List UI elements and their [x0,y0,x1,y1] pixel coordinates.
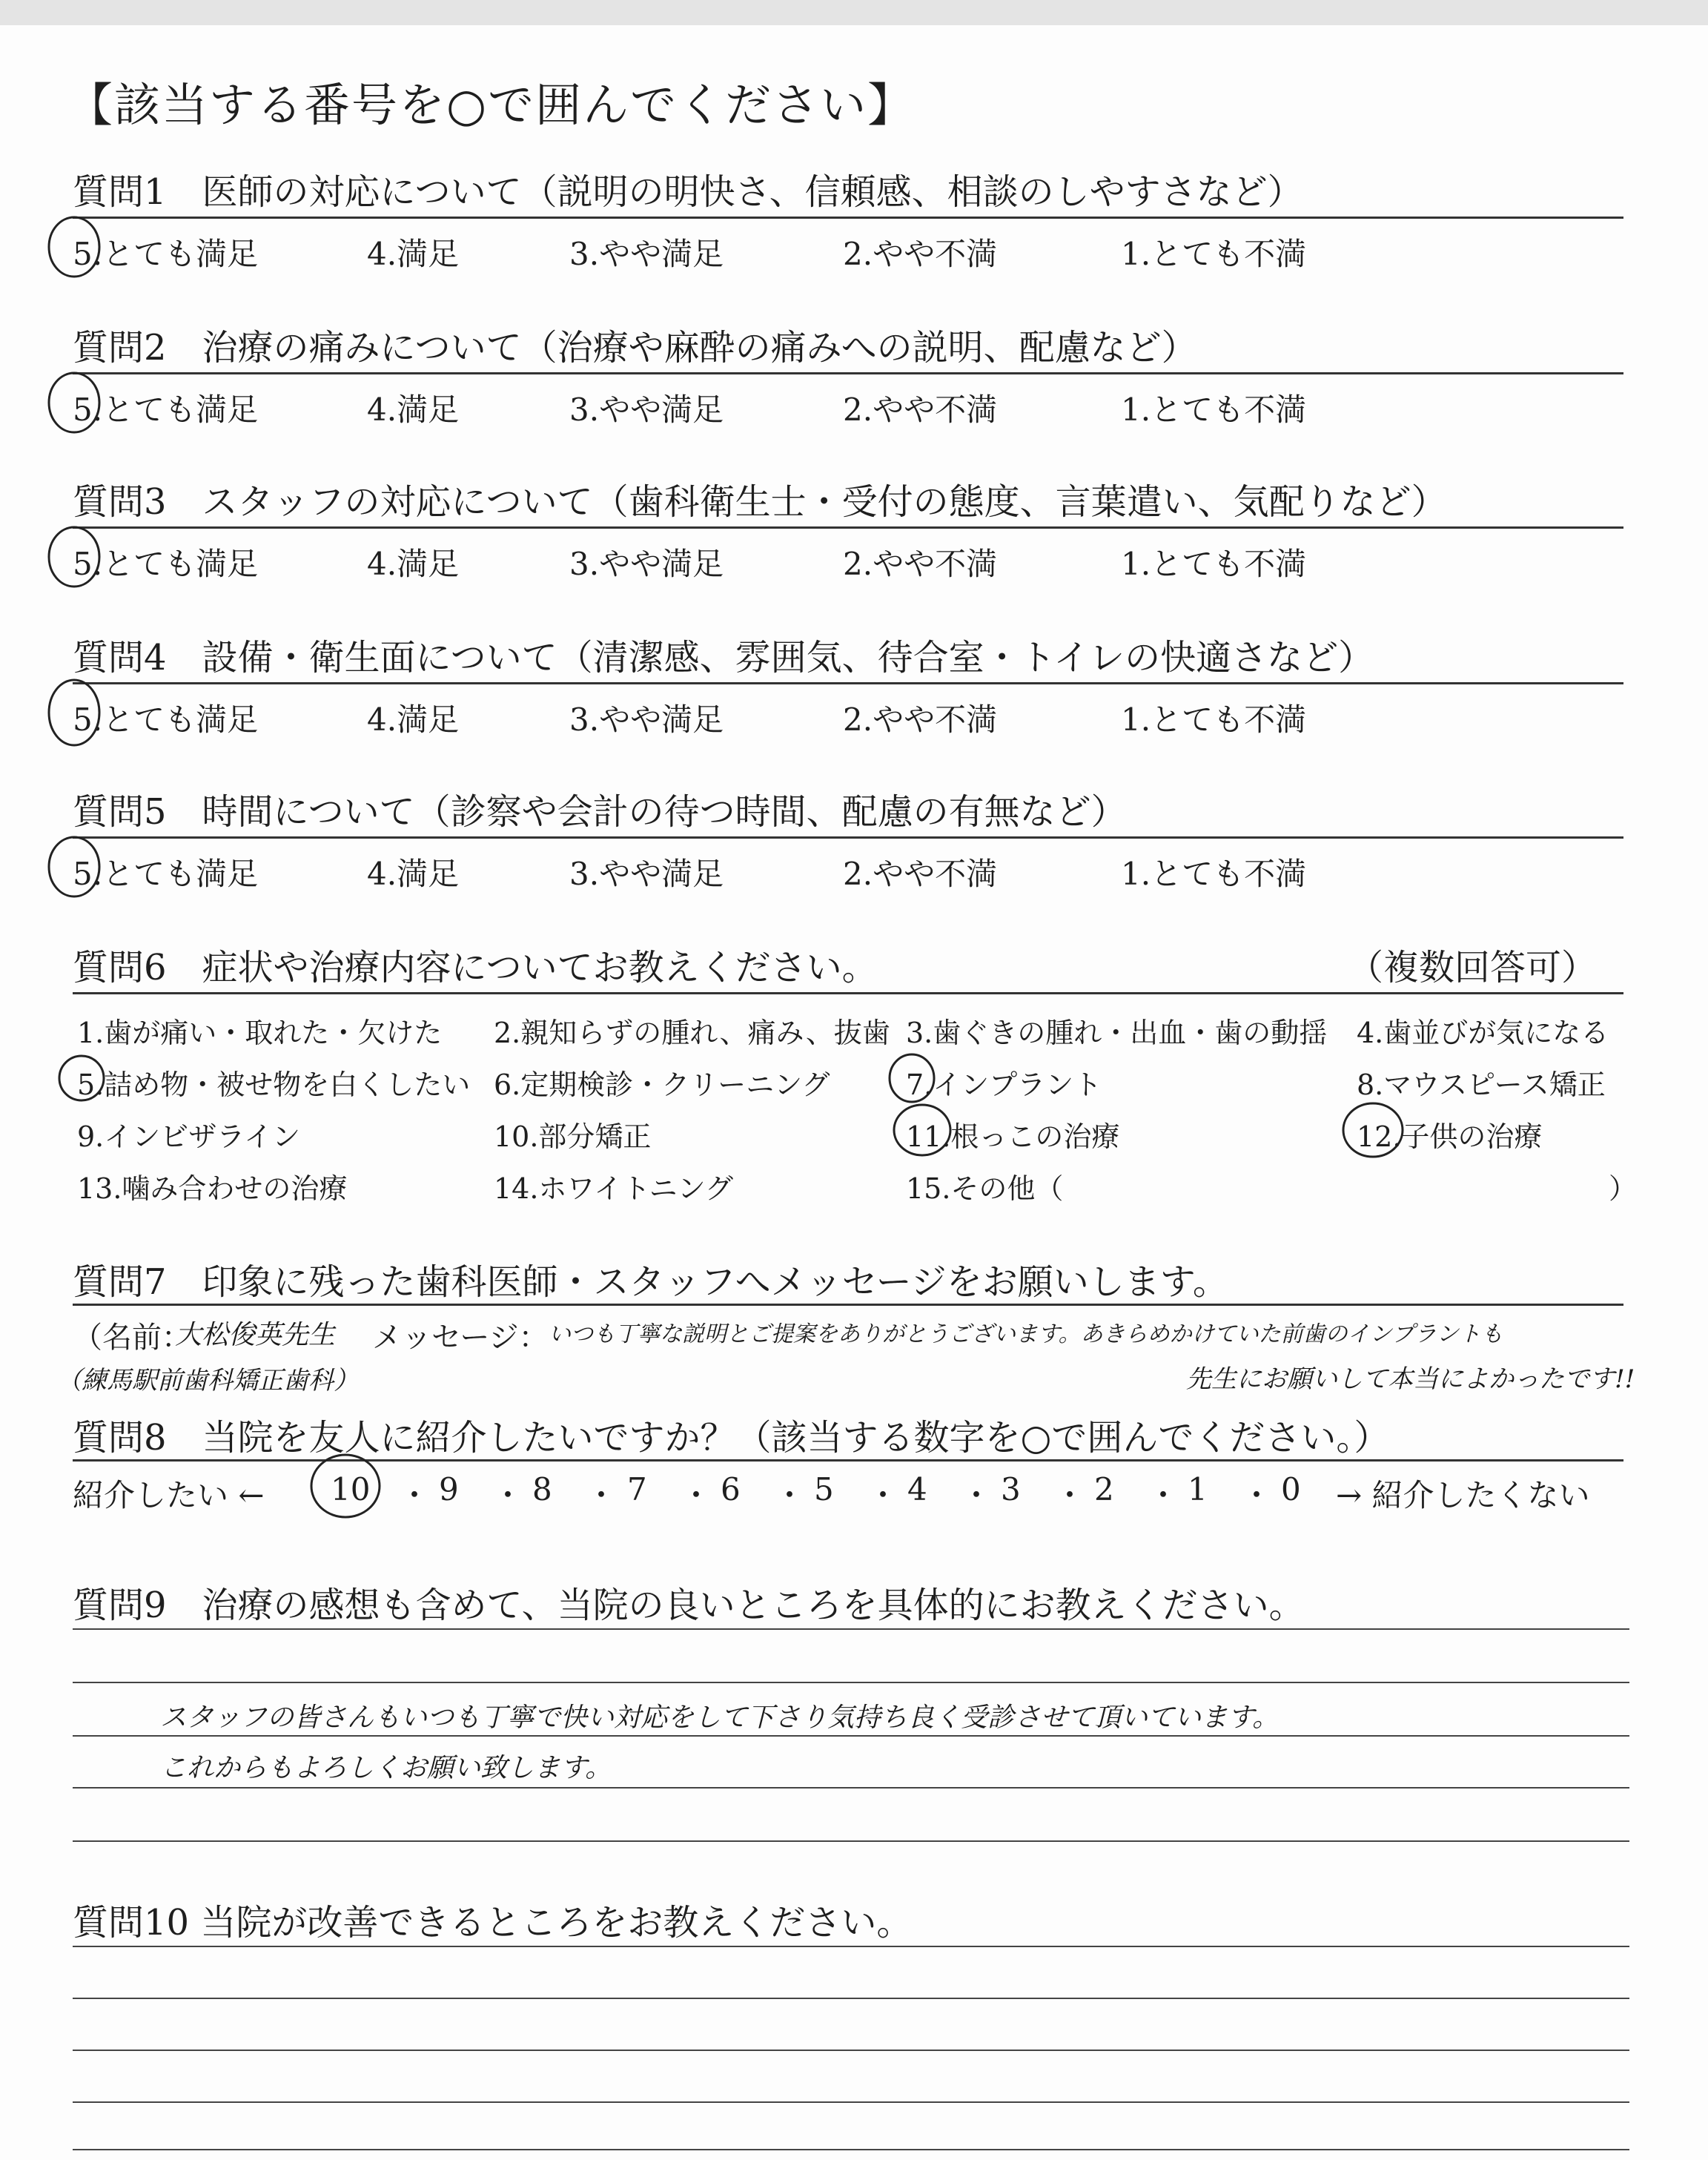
page-title: 【該当する番号を○で囲んでください】 [67,78,916,132]
q6-option-6[interactable]: 6.定期検診・クリーニング [494,1069,830,1101]
q3-option-5[interactable]: 5.とても満足 [73,546,259,582]
q8-scale-dot: ・ [867,1477,899,1513]
q5-option-5[interactable]: 5.とても満足 [73,856,259,892]
q8-selection-circle [311,1455,380,1517]
q6-option-13[interactable]: 13.噛み合わせの治療 [77,1172,348,1205]
q4-option-4[interactable]: 4.満足 [367,701,460,738]
q8-scale-dot: ・ [774,1477,806,1513]
q2-selection-circle [49,373,99,432]
q2-option-2[interactable]: 2.やや不満 [843,392,998,428]
q7-message-line-1[interactable]: いつも丁寧な説明とご提案をありがとうございます。あきらめかけていた前歯のインプラントも [549,1321,1503,1347]
q5-option-2[interactable]: 2.やや不満 [843,856,998,892]
q8-scale-6[interactable]: 6 [721,1471,741,1507]
q8-scale-8[interactable]: 8 [532,1471,552,1507]
q6-option-11-circle [894,1105,950,1155]
q9-answer-line-2[interactable]: これからもよろしくお願い致します。 [160,1753,612,1783]
q6-option-8[interactable]: 8.マウスピース矯正 [1357,1069,1606,1101]
question-1-title: 質問1 医師の対応について（説明の明快さ、信頼感、相談のしやすさなど） [73,171,1303,213]
q6-option-4[interactable]: 4.歯並びが気になる [1357,1017,1609,1049]
q2-option-5[interactable]: 5.とても満足 [73,392,259,428]
q1-selection-circle [49,217,99,277]
q7-name-extra[interactable]: （練馬駅前歯科矯正歯科） [56,1366,359,1396]
q9-answer-line-1[interactable]: スタッフの皆さんもいつも丁寧で快い対応をして下さり気持ち良く受診させて頂いています。 [160,1702,1280,1733]
q1-option-4[interactable]: 4.満足 [367,236,460,272]
q1-option-3[interactable]: 3.やや満足 [569,236,724,272]
q2-option-3[interactable]: 3.やや満足 [569,392,724,428]
q8-left-label: 紹介したい ← [73,1477,265,1513]
q4-option-1[interactable]: 1.とても不満 [1121,701,1307,738]
q7-message-label: メッセージ： [372,1321,549,1355]
q6-option-15-close: ） [1609,1172,1638,1205]
q8-scale-3[interactable]: 3 [1001,1471,1021,1507]
q1-option-2[interactable]: 2.やや不満 [843,236,998,272]
q5-option-4[interactable]: 4.満足 [367,856,460,892]
q8-scale-dot: ・ [961,1477,993,1513]
q4-selection-circle [49,680,99,745]
q8-scale-5[interactable]: 5 [814,1471,834,1507]
question-4-title: 質問4 設備・衛生面について（清潔感、雰囲気、待合室・トイレの快適さなど） [73,637,1374,678]
q5-selection-circle [49,837,99,896]
q8-scale-2[interactable]: 2 [1094,1471,1114,1507]
q6-option-9[interactable]: 9.インビザライン [77,1120,301,1153]
q8-right-label: → 紹介したくない [1336,1477,1590,1513]
q7-name-value[interactable]: 大松俊英先生 [175,1320,336,1350]
q6-option-1[interactable]: 1.歯が痛い・取れた・欠けた [77,1017,443,1049]
q8-scale-dot: ・ [1148,1477,1179,1513]
q6-option-10[interactable]: 10.部分矯正 [494,1120,652,1153]
q8-scale-dot: ・ [681,1477,712,1513]
q6-option-2[interactable]: 2.親知らずの腫れ、痛み、抜歯 [494,1017,890,1049]
q3-option-2[interactable]: 2.やや不満 [843,546,998,582]
q5-option-3[interactable]: 3.やや満足 [569,856,724,892]
q6-option-3[interactable]: 3.歯ぐきの腫れ・出血・歯の動揺 [906,1017,1328,1049]
question-7-title: 質問7 印象に残った歯科医師・スタッフへメッセージをお願いします。 [73,1261,1228,1303]
q4-option-5[interactable]: 5.とても満足 [73,701,259,738]
q1-option-5[interactable]: 5.とても満足 [73,236,259,272]
q6-option-12[interactable]: 12.子供の治療 [1357,1120,1543,1153]
question-10-title: 質問10 当院が改善できるところをお教えください。 [73,1902,913,1943]
q6-option-7-circle [890,1054,934,1102]
question-6-multiple-note: （複数回答可） [1347,947,1597,988]
question-5-title: 質問5 時間について（診察や会計の待つ時間、配慮の有無など） [73,791,1127,833]
q8-scale-dot: ・ [586,1477,618,1513]
q6-option-7[interactable]: 7.インプラント [906,1069,1102,1101]
q3-option-4[interactable]: 4.満足 [367,546,460,582]
question-3-title: 質問3 スタッフの対応について（歯科衛生士・受付の態度、言葉遣い、気配りなど） [73,481,1447,523]
q2-option-1[interactable]: 1.とても不満 [1121,392,1307,428]
q5-option-1[interactable]: 1.とても不満 [1121,856,1307,892]
q8-scale-0[interactable]: 0 [1281,1471,1301,1507]
q6-option-14[interactable]: 14.ホワイトニング [494,1172,734,1205]
q6-option-12-circle [1343,1103,1403,1157]
question-6-title: 質問6 症状や治療内容についてお教えください。 [73,947,878,988]
q4-option-2[interactable]: 2.やや不満 [843,701,998,738]
q8-scale-dot: ・ [399,1477,431,1513]
q6-option-15[interactable]: 15.その他（ [906,1172,1064,1205]
question-8-title: 質問8 当院を友人に紹介したいですか？（該当する数字を○で囲んでください。） [73,1417,1390,1459]
q3-option-3[interactable]: 3.やや満足 [569,546,724,582]
q8-scale-dot: ・ [1054,1477,1086,1513]
q8-scale-4[interactable]: 4 [907,1471,927,1507]
q7-name-label: （名前： [73,1321,191,1355]
q1-option-1[interactable]: 1.とても不満 [1121,236,1307,272]
q6-option-5[interactable]: 5.詰め物・被せ物を白くしたい [77,1069,471,1101]
q2-option-4[interactable]: 4.満足 [367,392,460,428]
q6-option-11[interactable]: 11.根っこの治療 [906,1120,1120,1153]
q8-scale-7[interactable]: 7 [627,1471,647,1507]
q8-scale-10[interactable]: 10 [331,1471,371,1507]
q8-scale-dot: ・ [492,1477,524,1513]
q8-scale-9[interactable]: 9 [439,1471,459,1507]
q8-scale-dot: ・ [1241,1477,1273,1513]
question-9-title: 質問9 治療の感想も含めて、当院の良いところを具体的にお教えください。 [73,1585,1305,1626]
q3-selection-circle [49,527,99,587]
q7-message-line-2[interactable]: 先生にお願いして本当によかったです!! [1186,1364,1635,1394]
q6-option-5-circle [59,1056,104,1100]
q8-scale-1[interactable]: 1 [1188,1471,1208,1507]
q4-option-3[interactable]: 3.やや満足 [569,701,724,738]
question-2-title: 質問2 治療の痛みについて（治療や麻酔の痛みへの説明、配慮など） [73,327,1197,369]
q3-option-1[interactable]: 1.とても不満 [1121,546,1307,582]
